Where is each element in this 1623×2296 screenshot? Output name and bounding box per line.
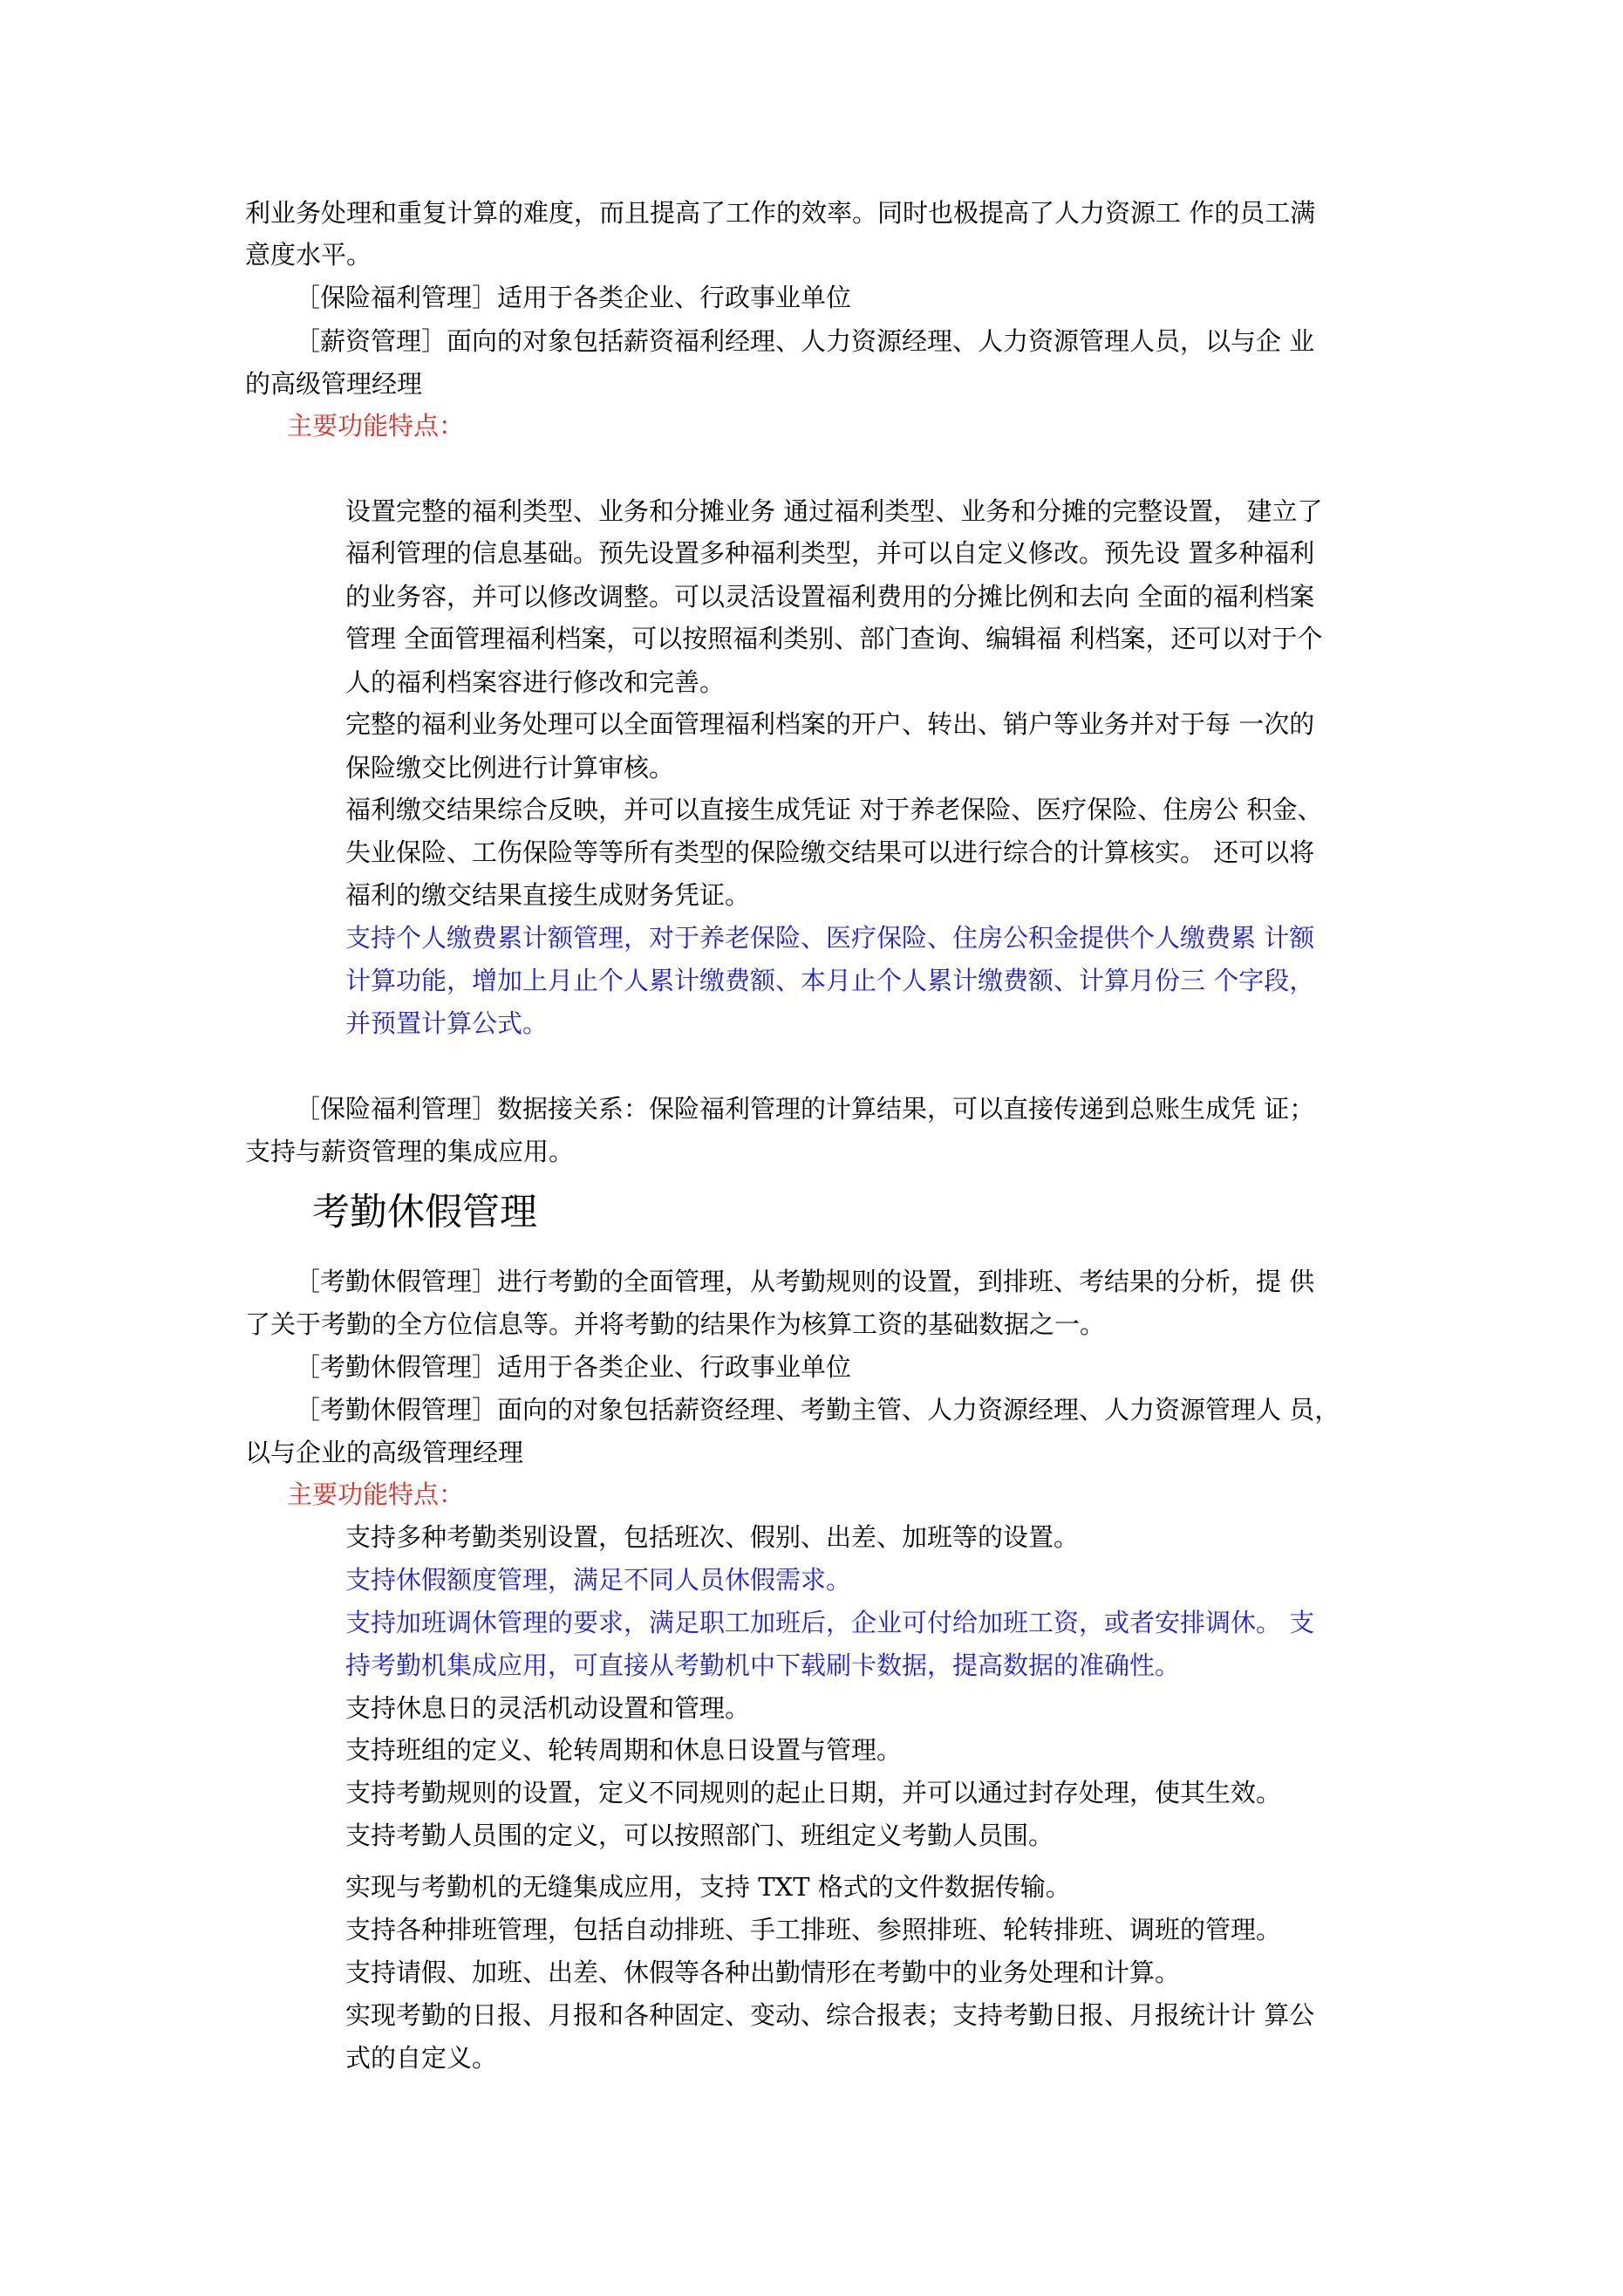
welfare-feature-line: 福利缴交结果综合反映，并可以直接生成凭证 对于养老保险、医疗保险、住房公 积金、 bbox=[345, 795, 1323, 824]
welfare-target-line-1: ［薪资管理］面向的对象包括薪资福利经理、人力资源经理、人力资源管理人员，以与企 业 bbox=[295, 326, 1315, 356]
welfare-feature-line: 管理 全面管理福利档案，可以按照福利类别、部门查询、编辑福 利档案，还可以对于个 bbox=[345, 624, 1323, 653]
attendance-feature-line: 支持考勤规则的设置，定义不同规则的起止日期，并可以通过封存处理，使其生效。 bbox=[345, 1778, 1282, 1807]
intro-line-2: 意度水平。 bbox=[245, 240, 372, 270]
attendance-feature-line: 支持考勤人员围的定义，可以按照部门、班组定义考勤人员围。 bbox=[345, 1821, 1054, 1850]
welfare-scope: ［保险福利管理］适用于各类企业、行政事业单位 bbox=[295, 283, 852, 312]
welfare-feature-line: 保险缴交比例进行计算审核。 bbox=[345, 753, 675, 782]
attendance-feature-line: 式的自定义。 bbox=[345, 2043, 498, 2073]
attendance-feature-blue-line: 持考勤机集成应用，可直接从考勤机中下载刷卡数据，提高数据的准确性。 bbox=[345, 1650, 1181, 1680]
attendance-desc-line-1: ［考勤休假管理］进行考勤的全面管理，从考勤规则的设置，到排班、考结果的分析，提 供 bbox=[295, 1267, 1315, 1296]
attendance-feature-line: 支持多种考勤类别设置，包括班次、假别、出差、加班等的设置。 bbox=[345, 1522, 1080, 1552]
welfare-feature-line: 福利管理的信息基础。预先设置多种福利类型，并可以自定义修改。预先设 置多种福利 bbox=[345, 538, 1315, 568]
welfare-features-title: 主要功能特点： bbox=[287, 411, 465, 441]
welfare-feature-line: 失业保险、工伤保险等等所有类型的保险缴交结果可以进行综合的计算核实。 还可以将 bbox=[345, 837, 1315, 867]
welfare-feature-blue-line: 并预置计算公式。 bbox=[345, 1008, 549, 1038]
welfare-feature-blue-line: 计算功能，增加上月止个人累计缴费额、本月止个人累计缴费额、计算月份三 个字段， bbox=[345, 966, 1315, 995]
welfare-feature-blue-line: 支持个人缴费累计额管理，对于养老保险、医疗保险、住房公积金提供个人缴费累 计额 bbox=[345, 923, 1315, 953]
attendance-target-line-2: 以与企业的高级管理经理 bbox=[245, 1438, 524, 1467]
welfare-feature-line: 设置完整的福利类型、业务和分摊业务 通过福利类型、业务和分摊的完整设置， 建立了 bbox=[345, 496, 1323, 526]
attendance-feature-blue-line: 支持加班调休管理的要求，满足职工加班后，企业可付给加班工资，或者安排调休。 支 bbox=[345, 1608, 1315, 1637]
attendance-feature-line: 支持休息日的灵活机动设置和管理。 bbox=[345, 1693, 751, 1723]
welfare-target-line-2: 的高级管理经理 bbox=[245, 369, 423, 399]
intro-line-1: 利业务处理和重复计算的难度，而且提高了工作的效率。同时也极提高了人力资源工 作的员工满 bbox=[245, 198, 1316, 228]
attendance-feature-line: 支持请假、加班、出差、休假等各种出勤情形在考勤中的业务处理和计算。 bbox=[345, 1958, 1181, 1987]
welfare-relation-line-1: ［保险福利管理］数据接关系：保险福利管理的计算结果，可以直接传递到总账生成凭 证； bbox=[295, 1094, 1315, 1124]
welfare-feature-line: 人的福利档案容进行修改和完善。 bbox=[345, 667, 726, 697]
attendance-feature-line: 实现与考勤机的无缝集成应用，支持 TXT 格式的文件数据传输。 bbox=[345, 1872, 1071, 1902]
attendance-desc-line-2: 了关于考勤的全方位信息等。并将考勤的结果作为核算工资的基础数据之一。 bbox=[245, 1309, 1106, 1339]
attendance-feature-line: 支持各种排班管理，包括自动排班、手工排班、参照排班、轮转排班、调班的管理。 bbox=[345, 1915, 1282, 1944]
welfare-feature-line: 完整的福利业务处理可以全面管理福利档案的开户、转出、销户等业务并对于每 一次的 bbox=[345, 709, 1315, 739]
attendance-feature-line: 实现考勤的日报、月报和各种固定、变动、综合报表；支持考勤日报、月报统计计 算公 bbox=[345, 2000, 1315, 2030]
welfare-relation-line-2: 支持与薪资管理的集成应用。 bbox=[245, 1137, 575, 1166]
welfare-feature-line: 的业务容，并可以修改调整。可以灵活设置福利费用的分摊比例和去向 全面的福利档案 bbox=[345, 582, 1315, 612]
attendance-scope: ［考勤休假管理］适用于各类企业、行政事业单位 bbox=[295, 1352, 852, 1382]
attendance-feature-blue-line: 支持休假额度管理，满足不同人员休假需求。 bbox=[345, 1565, 852, 1595]
welfare-feature-line: 福利的缴交结果直接生成财务凭证。 bbox=[345, 880, 751, 910]
attendance-features-title: 主要功能特点： bbox=[287, 1479, 465, 1509]
attendance-target-line-1: ［考勤休假管理］面向的对象包括薪资经理、考勤主管、人力资源经理、人力资源管理人 员， bbox=[295, 1395, 1340, 1425]
attendance-feature-line: 支持班组的定义、轮转周期和休息日设置与管理。 bbox=[345, 1735, 903, 1765]
section-heading-attendance: 考勤休假管理 bbox=[312, 1191, 537, 1234]
